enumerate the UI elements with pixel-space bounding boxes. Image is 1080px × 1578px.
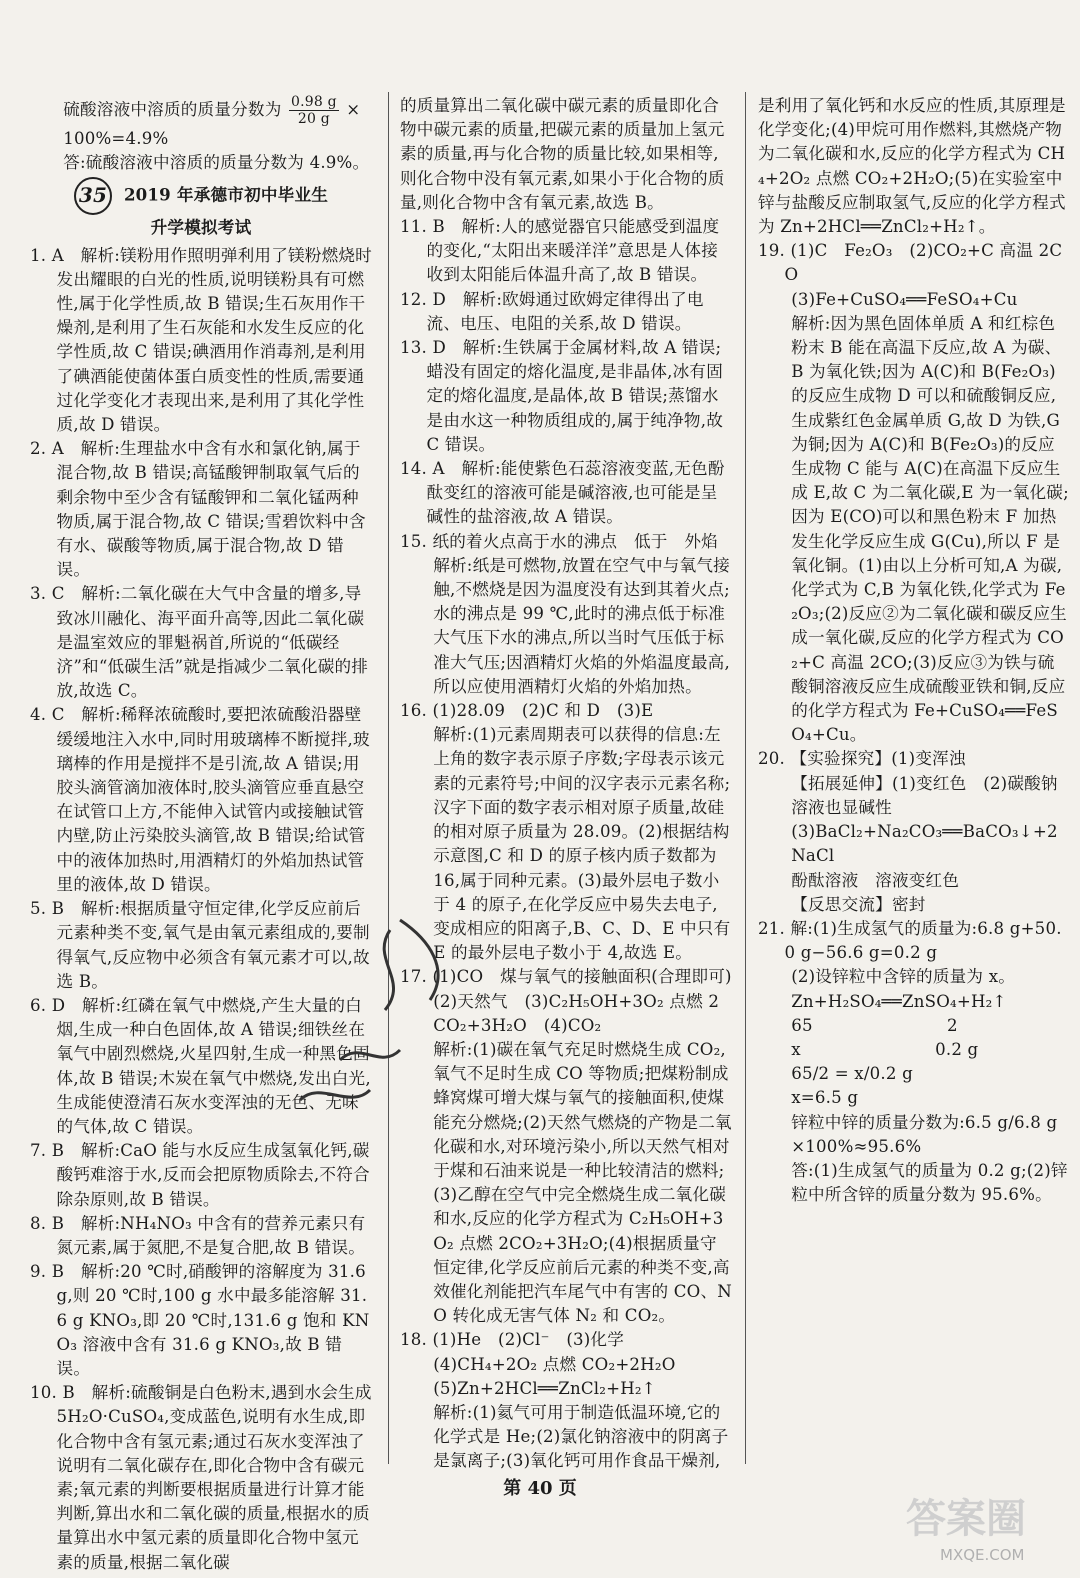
fraction-tail: × [346, 100, 361, 119]
fraction [289, 94, 339, 127]
answer-item-9: 9. B 解析:20 ℃时,硝酸钾的溶解度为 31.6 g,则 20 ℃时,100 g 水中最多能溶解 31.6 g KNO₃,即 20 ℃时,131.6 g 饱和 KNO₃ 溶液中含有 31.6 g KNO₃,故 B 错误。 [30, 1262, 370, 1378]
exam-title [30, 177, 372, 239]
fraction-numerator: 0.98 g [291, 94, 337, 110]
answer-item-12: 12. D 解析:欧姆通过欧姆定律得出了电流、电压、电阻的关系,故 D 错误。 [400, 289, 704, 333]
answer-item-20-eq: (3)BaCl₂+Na₂CO₃══BaCO₃↓+2NaCl [791, 822, 1058, 866]
answer-item-3: 3. C 解析:二氧化碳在大气中含量的增多,导致冰川融化、海平面升高等,因此二氧化碳是温室效应的罪魁祸首,所说的“低碳经济”和“低碳生活”就是指减少二氧化碳的排放,故选 C。 [30, 584, 369, 701]
answer-item-5: 5. B 解析:根据质量守恒定律,化学反应前后元素种类不变,氧气是由氧元素组成的,要制得氧气,反应物中必须含有氧元素才可以,故选 B。 [30, 899, 370, 991]
answer-item-21-eq: Zn+H₂SO₄══ZnSO₄+H₂↑ [791, 991, 1007, 1011]
watermark-url: MXQE.COM [940, 1546, 1025, 1564]
column-right [758, 94, 1070, 1207]
answer-item-19: 19. (1)C Fe₂O₃ (2)CO₂+C 高温 2CO [758, 241, 1063, 285]
answer-item-16-analysis: 解析:(1)元素周期表可以获得的信息:左上角的数字表示原子序数;字母表示该元素的元素符号;中间的汉字表示元素名称;汉字下面的数字表示相对原子质量,故硅的相对原子质量为 28.09。(2)根据结构示意图,C 和 D 的原子核内质子数都为 16,属于同种元素。(3)最外层电子数小于 4 的原子,在化学反应中易失去电子,变成相应的阳离子,B、C、D、E 中只有 E 的最外层电子数小于 4,故选 E。 [433, 725, 731, 963]
answer-item-20-extend: 【拓展延伸】(1)变红色 (2)碳酸钠溶液也显碱性 [791, 773, 1058, 817]
answer-item-18-eq1: (4)CH₄+2O₂ 点燃 CO₂+2H₂O [433, 1354, 676, 1374]
page-number: 第 40 页 [503, 1478, 577, 1499]
exam-title-line2: 升学模拟考试 [150, 217, 252, 238]
answer-item-10: 10. B 解析:硫酸铜是白色粉末,遇到水会生成 5H₂O·CuSO₄,变成蓝色,说明有水生成,即化合物中含有氢元素;通过石灰水变浑浊了说明有二氧化碳存在,即化合物中含有碳元素;氧元素的判断要根据质量进行计算才能判断,算出水和二氧化碳的质量,根据水的质量算出水中氢元素的质量即化合物中氢元素的质量,根据二氧化碳 [30, 1383, 372, 1572]
column-left [30, 94, 372, 1575]
answer-item-17-analysis: 解析:(1)碳在氧气充足时燃烧生成 CO₂,氧气不足时生成 CO 等物质;把煤粉制成蜂窝煤可增大煤与氧气的接触面积,使煤能充分燃烧;(2)天然气燃烧的产物是二氧化碳和水,对环境污染小,所以天然气相对于煤和石油来说是一种比较清洁的燃料;(3)乙醇在空气中完全燃烧生成二氧化碳和水,反应的化学方程式为 C₂H₅OH+3O₂ 点燃 2CO₂+3H₂O;(4)根据质量守恒定律,化学反应前后元素的种类不变,高效催化剂能把汽车尾气中有害的 CO、NO 转化成无害气体 N₂ 和 CO₂。 [433, 1039, 732, 1326]
intro-line-2: 100%=4.9% [63, 129, 169, 148]
answer-item-21: 21. 解:(1)生成氢气的质量为:6.8 g+50.0 g−56.6 g=0.2 g [758, 918, 1062, 963]
answer-item-20-reflect: 【反思交流】密封 [791, 894, 926, 914]
exam-title-line1: 2019 年承德市初中毕业生 [123, 184, 329, 205]
answer-item-21-ratio-bottom: x 0.2 g [791, 1039, 979, 1059]
answer-item-18-eq2: (5)Zn+2HCl══ZnCl₂+H₂↑ [433, 1378, 656, 1398]
exam-number-badge: 35 [74, 177, 112, 215]
column-divider-1 [388, 92, 389, 1464]
answer-item-19-eq: (3)Fe+CuSO₄══FeSO₄+Cu [791, 289, 1018, 309]
handwritten-scribble [280, 900, 480, 1130]
answer-item-16: 16. (1)28.09 (2)C 和 D (3)E [400, 701, 654, 721]
column-divider-2 [745, 92, 746, 1464]
answer-item-21-proportion: 65/2 = x/0.2 g [791, 1064, 913, 1084]
intro-line-1 [30, 94, 372, 127]
answer-item-19-analysis: 解析:因为黑色固体单质 A 和红棕色粉末 B 能在高温下反应,故 A 为碳、B 为氧化铁;因为 A(C)和 B(Fe₂O₃)的反应生成物 D 可以和硫酸铜反应,生成紫红色金属单质 G,故 D 为铁,G 为铜;因为 A(C)和 B(Fe₂O₃)的反应生成物 C 能与 A(C)在高温下反应生成 E,故 C 为二氧化碳,E 为一氧化碳;因为 E(CO)可以和黑色粉末 F 加热发生化学反应生成 G(Cu),所以 F 是氧化铜。(1)由以上分析可知,A 为碳,化学式为 C,B 为氧化铁,化学式为 Fe₂O₃;(2)反应②为二氧化碳和碳反应生成一氧化碳,反应的化学方程式为 CO₂+C 高温 2CO;(3)反应③为铁与硫酸铜溶液反应生成硫酸亚铁和铜,反应的化学方程式为 Fe+CuSO₄══FeSO₄+Cu。 [791, 313, 1069, 745]
answer-item-17: 17. (1)CO 煤与氧气的接触面积(合理即可) [400, 967, 732, 987]
answer-item-6: 6. D 解析:红磷在氧气中燃烧,产生大量的白烟,生成一种白色固体,故 A 错误;细铁丝在氧气中剧烈燃烧,火星四射,生成一种黑色固体,故 B 错误;木炭在氧气中燃烧,发出白光,生成能使澄清石灰水变浑浊的无色、无味的气体,故 C 错误。 [30, 995, 371, 1136]
answer-item-20-result: 酚酞溶液 溶液变红色 [791, 870, 960, 890]
answer-item-7: 7. B 解析:CaO 能与水反应生成氢氧化钙,碳酸钙难溶于水,反而会把原物质除去,不符合除杂原则,故 B 错误。 [30, 1141, 370, 1209]
answer-item-11: 11. B 解析:人的感觉器官只能感受到温度的变化,“太阳出来暖洋洋”意思是人体接收到太阳能后体温升高了,故 B 错误。 [400, 217, 720, 285]
answer-item-21-conclusion: 答:(1)生成氢气的质量为 0.2 g;(2)锌粒中所含锌的质量分数为 95.6%。 [791, 1160, 1068, 1205]
answer-item-21-step2: (2)设锌粒中含锌的质量为 x。 [791, 967, 1016, 987]
answer-item-20: 20. 【实验探究】(1)变浑浊 [758, 749, 966, 769]
watermark-logo-text: 答案圈 [906, 1496, 1026, 1542]
answer-item-14: 14. A 解析:能使紫色石蕊溶液变蓝,无色酚酞变红的溶液可能是碱溶液,也可能是呈碱性的盐溶液,故 A 错误。 [400, 459, 725, 527]
answer-item-18: 18. (1)He (2)Cl⁻ (3)化学 [400, 1330, 625, 1350]
intro-line-3: 答:硫酸溶液中溶质的质量分数为 4.9%。 [63, 153, 370, 173]
answer-item-21-percent: 锌粒中锌的质量分数为:6.5 g/6.8 g ×100%≈95.6% [791, 1112, 1058, 1156]
answer-item-8: 8. B 解析:NH₄NO₃ 中含有的营养元素只有氮元素,属于氮肥,不是复合肥,故 B 错误。 [30, 1213, 366, 1257]
fraction-denominator: 20 g [297, 111, 330, 127]
answer-item-15: 15. 纸的着火点高于水的沸点 低于 外焰 [400, 531, 718, 551]
site-watermark-logo [900, 1490, 1070, 1570]
answer-item-21-x: x=6.5 g [791, 1088, 859, 1108]
intro-text: 硫酸溶液中溶质的质量分数为 [63, 100, 282, 119]
answer-item-13: 13. D 解析:生铁属于金属材料,故 A 错误;蜡没有固定的熔化温度,是非晶体,冰有固定的熔化温度,是晶体,故 B 错误;蒸馏水是由水这一种物质组成的,属于纯净物,故 C 错误。 [400, 338, 723, 454]
answer-item-15-analysis: 解析:纸是可燃物,放置在空气中与氧气接触,不燃烧是因为温度没有达到其着火点;水的沸点是 99 ℃,此时的沸点低于标准大气压下水的沸点,所以当时气压低于标准大气压;因酒精灯火焰的外焰温度最高,所以应使用酒精灯火焰的外焰加热。 [433, 555, 730, 696]
answer-item-2: 2. A 解析:生理盐水中含有水和氯化钠,属于混合物,故 B 错误;高锰酸钾制取氧气后的剩余物中至少含有锰酸钾和二氧化锰两种物质,属于混合物,故 C 错误;雪碧饮料中含有水、碳酸等物质,属于混合物,故 D 错误。 [30, 439, 366, 580]
answer-item-4: 4. C 解析:稀释浓硫酸时,要把浓硫酸沿器壁缓缓地注入水中,同时用玻璃棒不断搅拌,玻璃棒的作用是搅拌不是引流,故 A 错误;用胶头滴管滴加液体时,胶头滴管应垂直悬空在试管口上方,不能伸入试管内或接触试管内壁,防止污染胶头滴管,故 B 错误;给试管中的液体加热时,用酒精灯的外焰加热试管里的液体,故 D 错误。 [30, 705, 370, 894]
answer-item-10-cont: 的质量算出二氧化碳中碳元素的质量即化合物中碳元素的质量,把碳元素的质量加上氢元素的质量,再与化合物的质量比较,如果相等,则化合物中没有氧元素,如果小于化合物的质量,则化合物中含有氧元素,故选 B。 [400, 96, 725, 212]
column-middle [400, 94, 732, 1474]
answer-item-18-analysis: 解析:(1)氦气可用于制造低温环境,它的化学式是 He;(2)氯化钠溶液中的阴离子是氯离子;(3)氧化钙可用作食品干燥剂, [433, 1402, 729, 1471]
answer-item-21-ratio-top: 65 2 [791, 1015, 958, 1035]
answer-item-18-cont: 是利用了氧化钙和水反应的性质,其原理是化学变化;(4)甲烷可用作燃料,其燃烧产物为二氧化碳和水,反应的化学方程式为 CH₄+2O₂ 点燃 CO₂+2H₂O;(5)在实验室中锌与盐酸反应制取氢气,反应的化学方程式为 Zn+2HCl══ZnCl₂+H₂↑。 [758, 96, 1066, 237]
answer-item-17-eq: (2)天然气 (3)C₂H₅OH+3O₂ 点燃 2CO₂+3H₂O (4)CO₂ [433, 991, 720, 1035]
answer-item-1: 1. A 解析:镁粉用作照明弹利用了镁粉燃烧时发出耀眼的白光的性质,说明镁粉具有可燃性,属于化学性质,故 B 错误;生石灰用作干燥剂,是利用了生石灰能和水发生反应的化学性质,故 C 错误;碘酒用作消毒剂,是利用了碘酒能使菌体蛋白质变性的性质,需要通过化学变化才表现出来,是利用了其化学性质,故 D 错误。 [30, 245, 372, 435]
